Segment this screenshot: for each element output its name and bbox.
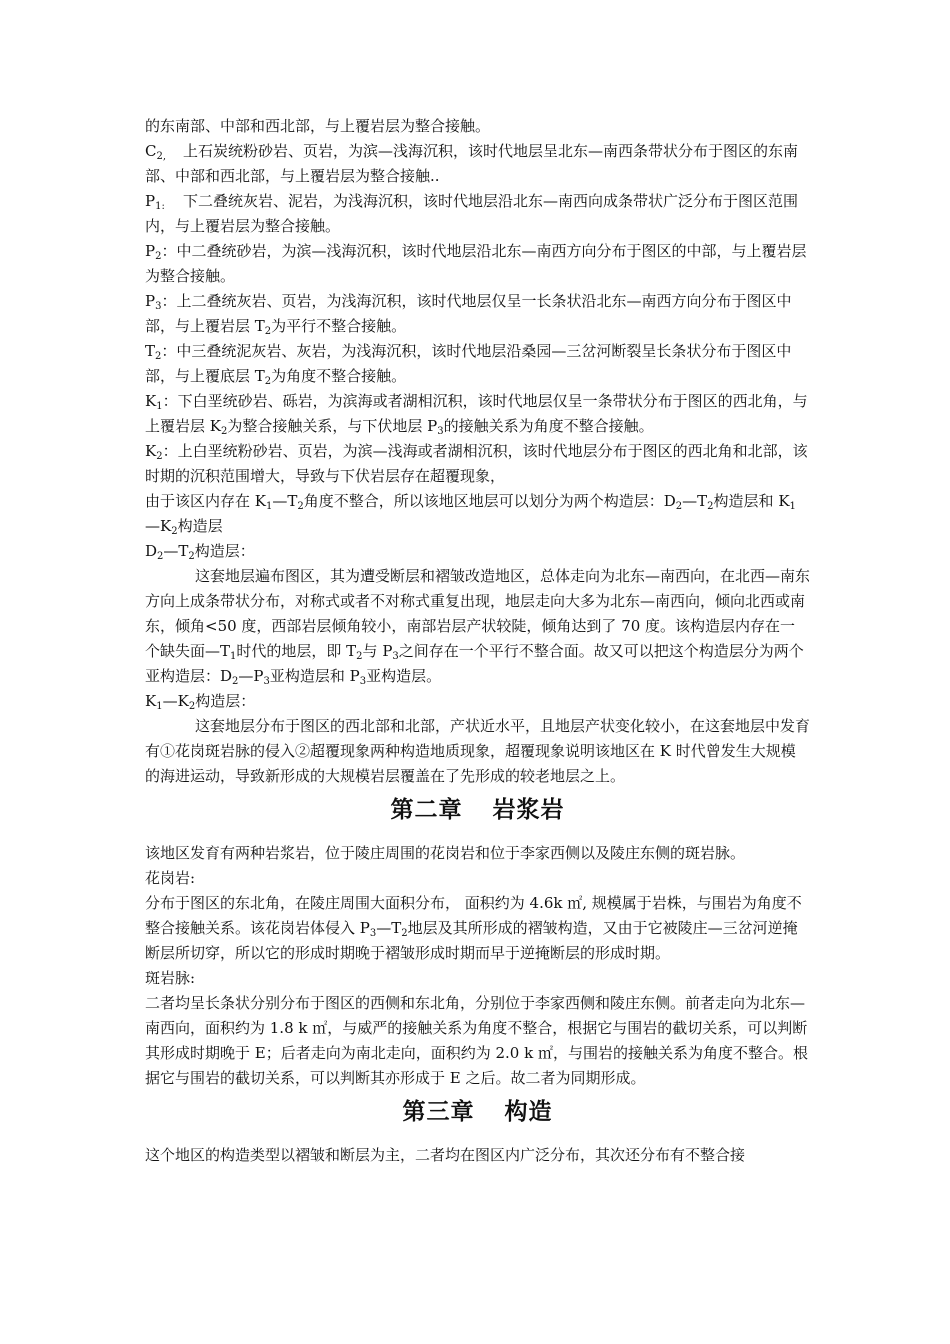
layer2-description: 这套地层分布于图区的西北部和北部，产状近水平，且地层产状变化较小，在这套地层中发育有①花岗斑岩脉的侵入②超覆现象两种构造地质现象，超覆现象说明该地区在 K 时代曾发生大规模的海进运动，导致新形成的大规模岩层覆盖在了先形成的较老地层之上。 (145, 717, 811, 785)
porphyry-description: 二者均呈长条状分别分布于图区的西侧和东北角，分别位于李家西侧和陵庄东侧。前者走向为北东—南西向，面积约为 1.8 k ㎡，与威严的接触关系为角度不整合，根据它与围岩的截切关系，可以判断其形成时期晚于 E；后者走向为南北走向，面积约为 2.0 k ㎡，与围岩的接触关系为角度不整合。根据它与围岩的截切关系，可以判断其亦形成于 E 之后。故二者为同期形成。 (145, 994, 808, 1087)
page-body (145, 114, 810, 1168)
stratum-p3: $P_3$：上二叠统灰岩、页岩，为浅海沉积，该时代地层仅呈一长条状沿北东—南西方向分布于图区中部，与上覆岩层 $T_2$为平行不整合接触。 (145, 292, 792, 337)
chapter-3-title: 第三章 构造 (402, 1098, 553, 1125)
stratum-t2: $T_2$：中三叠统泥灰岩、灰岩，为浅海沉积，该时代地层沿桑园—三岔河断裂呈长条状分布于图区中部，与上覆底层 $T_2$为角度不整合接触。 (145, 342, 792, 387)
chapter-2-title: 第二章 岩浆岩 (390, 796, 565, 823)
stratum-k1: $K_1$：下白垩统砂岩、砾岩，为滨海或者湖相沉积，该时代地层仅呈一条带状分布于图区的西北角，与上覆岩层 $K_2$为整合接触关系，与下伏地层 $P_3$的接触关系为角度不整合接触。 (145, 392, 808, 437)
granite-heading: 花岗岩: (145, 869, 196, 887)
porphyry-heading: 斑岩脉: (145, 969, 196, 987)
chapter-3-intro: 这个地区的构造类型以褶皱和断层为主，二者均在图区内广泛分布，其次还分布有不整合接 (145, 1146, 746, 1164)
stratum-p2: $P_2$：中二叠统砂岩，为滨—浅海沉积，该时代地层沿北东—南西方向分布于图区的中部，与上覆岩层为整合接触。 (145, 242, 807, 285)
layer1-heading: $D_2—T_2$构造层： (145, 542, 255, 562)
carryover-line: 的东南部、中部和西北部，与上覆岩层为整合接触。 (145, 117, 491, 135)
layer-division-paragraph: 由于该区内存在 $K_1—T_2$角度不整合，所以该地区地层可以划分为两个构造层：$D_2—T_2$构造层和 $K_1—K_2$构造层 (145, 492, 796, 537)
stratum-p1: $P_{1:}$ 下二叠统灰岩、泥岩，为浅海沉积，该时代地层沿北东—南西向成条带状广泛分布于图区范围内，与上覆岩层为整合接触。 (145, 192, 799, 235)
chapter-2-intro: 该地区发育有两种岩浆岩，位于陵庄周围的花岗岩和位于李家西侧以及陵庄东侧的斑岩脉。 (145, 844, 746, 862)
stratum-k2: $K_2$：上白垩统粉砂岩、页岩，为滨—浅海或者湖相沉积，该时代地层分布于图区的西北角和北部，该时期的沉积范围增大，导致与下伏岩层存在超覆现象， (145, 442, 808, 485)
stratum-c2: $C_{2,}$ 上石炭统粉砂岩、页岩，为滨—浅海沉积，该时代地层呈北东—南西条带状分布于图区的东南部、中部和西北部，与上覆岩层为整合接触.. (145, 142, 799, 185)
layer2-heading: $K_1—K_2$构造层： (145, 692, 256, 712)
layer1-description: 这套地层遍布图区，其为遭受断层和褶皱改造地区，总体走向为北东—南西向，在北西—南东方向上成条带状分布，对称式或者不对称式重复出现，地层走向大多为北东—南西向，倾向北西或南东，倾角<50 度，西部岩层倾角较小，南部岩层产状较陡，倾角达到了 70 度。该构造层内存在一个缺失面$—T_1$时代的地层，即 $T_2$与 $P_3$之间存在一个平行不整合面。故又可以把这个构造层分为两个亚构造层：$D_2—P_3$亚构造层和 $P_3$亚构造层。 (145, 567, 811, 687)
granite-description: 分布于图区的东北角，在陵庄周围大面积分布， 面积约为 4.6k ㎡, 规模属于岩株，与围岩为角度不整合接触关系。该花岗岩体侵入 $P_3—T_2$地层及其所形成的褶皱构造，又由于它被陵庄—三岔河逆掩断层所切穿，所以它的形成时期晚于褶皱形成时期而早于逆掩断层的形成时期。 (145, 894, 802, 962)
